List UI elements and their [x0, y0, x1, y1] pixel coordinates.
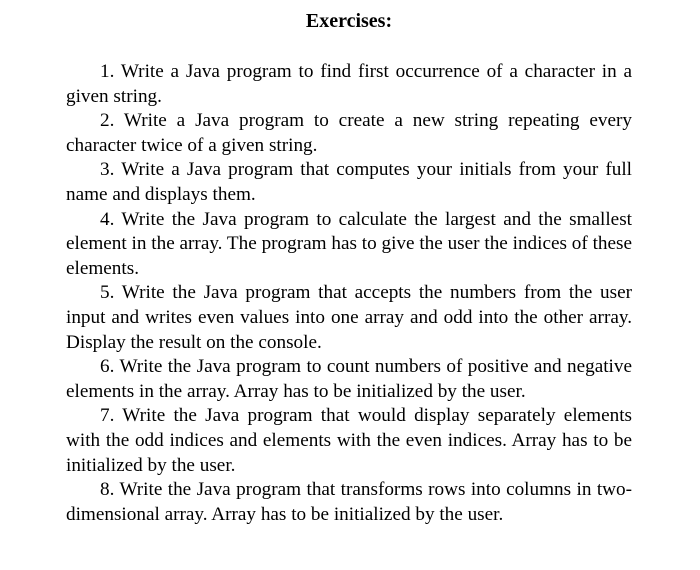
- exercise-item: 4. Write the Java program to calculate the largest and the smallest element in the array. The program has to give the user the indices of these elements.: [66, 208, 632, 279]
- exercise-item: 1. Write a Java program to find first occurrence of a character in a given string.: [66, 61, 632, 107]
- exercise-item: 6. Write the Java program to count numbers of positive and negative elements in the array. Array has to be initialized by the user.: [66, 356, 632, 402]
- exercise-item: 7. Write the Java program that would display separately elements with the odd indices and elements with the even indices. Array has to be initialized by the user.: [66, 405, 632, 476]
- exercise-list: [66, 60, 632, 527]
- exercise-item: 8. Write the Java program that transforms rows into columns in two-dimensional array. Array has to be initialized by the user.: [66, 479, 632, 525]
- page-title: Exercises:: [305, 10, 393, 32]
- exercise-item: 3. Write a Java program that computes your initials from your full name and displays them.: [66, 159, 632, 205]
- exercise-item: 2. Write a Java program to create a new string repeating every character twice of a given string.: [66, 110, 632, 156]
- exercise-item: 5. Write the Java program that accepts the numbers from the user input and writes even values into one array and odd into the other array. Display the result on the console.: [66, 282, 632, 353]
- document-page: [66, 0, 632, 527]
